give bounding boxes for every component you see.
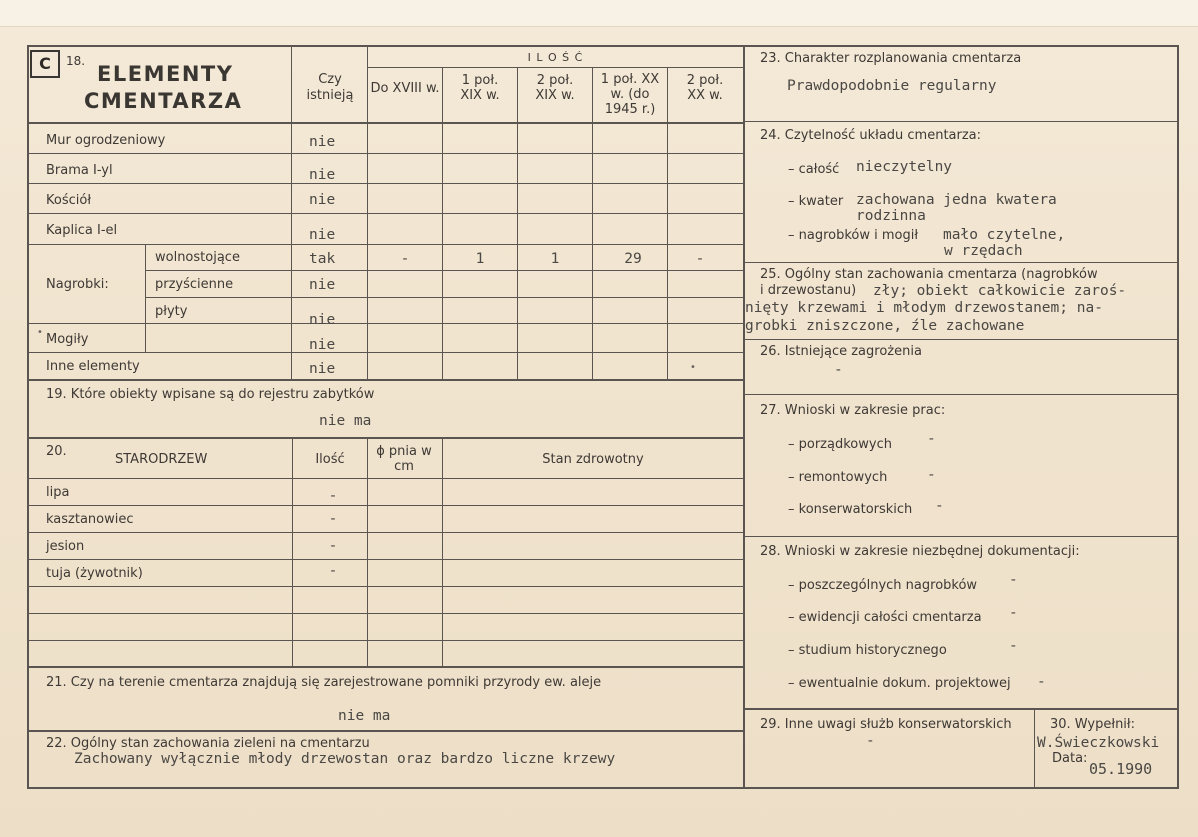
s18-title-line1: ELEMENTY bbox=[97, 62, 234, 86]
s30-name: W.Świeczkowski bbox=[1037, 735, 1160, 751]
s20-row-label: jesion bbox=[46, 539, 85, 554]
corner-code-box: C bbox=[30, 50, 60, 78]
s27-item-value: - bbox=[927, 467, 936, 483]
s28-item-label: – studium historycznego bbox=[788, 643, 947, 658]
s18-count-value: - bbox=[400, 251, 410, 267]
s24-nagrobkow-value: w rzędach bbox=[944, 243, 1023, 259]
s27-item-label: – konserwatorskich bbox=[788, 502, 913, 517]
s21-bottom bbox=[28, 730, 743, 732]
s28-label: 28. Wnioski w zakresie niezbędnej dokumentacji: bbox=[760, 544, 1080, 559]
s18-row-label: Brama I-yl bbox=[46, 163, 113, 178]
s29-label: 29. Inne uwagi służb konserwatorskich bbox=[760, 717, 1012, 732]
s19-label: 19. Które obiekty wpisane są do rejestru zabytków bbox=[46, 387, 375, 402]
s18-exists-value: nie bbox=[309, 277, 336, 293]
s28-item-value: - bbox=[1009, 605, 1018, 621]
ink-speck: • bbox=[37, 327, 43, 338]
s26-bottom bbox=[744, 394, 1177, 395]
s18-row-line bbox=[28, 352, 743, 353]
s18-col-line bbox=[517, 67, 518, 380]
s20-col-pnia-header: ϕ pnia w cm bbox=[376, 444, 432, 474]
s18-row-label: przyścienne bbox=[155, 277, 234, 292]
s18-row-label: Kościół bbox=[46, 193, 92, 208]
s20-ilosc-value: - bbox=[328, 488, 338, 504]
s24-label: 24. Czytelność układu cmentarza: bbox=[760, 128, 982, 143]
s18-row-line bbox=[28, 244, 743, 245]
s18-period-header: Do XVIII w. bbox=[370, 81, 440, 96]
right-panel-top-border bbox=[743, 45, 1179, 47]
s18-row-line bbox=[146, 297, 743, 298]
s27-bottom bbox=[744, 536, 1177, 537]
s18-row-line bbox=[28, 153, 743, 154]
s20-row-label: tuja (żywotnik) bbox=[46, 566, 143, 581]
s18-exists-value: nie bbox=[309, 312, 336, 328]
s30-date-value: 05.1990 bbox=[1089, 760, 1153, 778]
s26-value: - bbox=[834, 362, 843, 378]
s19-value: nie ma bbox=[319, 413, 372, 429]
s28-bottom bbox=[744, 708, 1177, 710]
s20-bottom bbox=[28, 666, 743, 668]
left-panel-bottom-border bbox=[27, 787, 745, 789]
s18-col-line bbox=[442, 67, 443, 380]
s20-number: 20. bbox=[46, 444, 67, 459]
s18-bottom bbox=[28, 379, 743, 381]
s25-value: grobki zniszczone, źle zachowane bbox=[745, 318, 1025, 334]
s18-exists-value: nie bbox=[309, 167, 336, 183]
s18-period-header: 2 poł. XIX w. bbox=[535, 73, 575, 103]
left-panel-top-border bbox=[27, 45, 745, 47]
s18-exists-value: nie bbox=[309, 227, 336, 243]
s20-row-line bbox=[28, 505, 743, 506]
s21-value: nie ma bbox=[338, 708, 391, 724]
s28-item-value: - bbox=[1037, 674, 1046, 690]
s28-item-value: - bbox=[1009, 572, 1018, 588]
s22-value: Zachowany wyłącznie młody drzewostan oraz bardzo liczne krzewy bbox=[74, 751, 616, 767]
s26-label: 26. Istniejące zagrożenia bbox=[760, 344, 922, 359]
s18-period-header: 2 poł. XX w. bbox=[686, 73, 724, 103]
s30-label: 30. Wypełnił: bbox=[1050, 717, 1135, 732]
s27-item-label: – remontowych bbox=[788, 470, 888, 485]
s18-ilosc-header: I L O Ś Ć bbox=[527, 51, 584, 64]
s22-label: 22. Ogólny stan zachowania zieleni na cmentarzu bbox=[46, 736, 370, 751]
s20-col-ilosc-header: Ilość bbox=[315, 452, 345, 467]
s20-ilosc-value: - bbox=[328, 538, 338, 554]
s20-row-label: lipa bbox=[46, 485, 70, 500]
card-top-fold bbox=[0, 0, 1198, 27]
right-panel-right-border bbox=[1177, 45, 1179, 789]
panel-divider bbox=[743, 45, 745, 789]
s18-period-header: 1 poł. XX w. (do 1945 r.) bbox=[600, 72, 660, 117]
s20-header-bottom bbox=[28, 478, 743, 479]
s20-col-stan-header: Stan zdrowotny bbox=[542, 452, 644, 467]
s25-value: zły; obiekt całkowicie zaroś- bbox=[873, 283, 1127, 299]
s24-kwater-value: rodzinna bbox=[856, 208, 926, 224]
s24-calosc-value: nieczytelny bbox=[856, 159, 953, 175]
s25-label: i drzewostanu) bbox=[760, 283, 857, 298]
s20-ilosc-value: - bbox=[328, 511, 338, 527]
s18-count-value: 1 bbox=[550, 251, 560, 267]
s20-row-line bbox=[28, 640, 743, 641]
s27-item-label: – porządkowych bbox=[788, 437, 892, 452]
s18-row-label: Kaplica I-el bbox=[46, 223, 118, 238]
s18-title-line2: CMENTARZA bbox=[84, 89, 243, 113]
s18-ilosc-underline bbox=[368, 67, 743, 68]
s18-exists-value: nie bbox=[309, 361, 336, 377]
s18-col-line bbox=[667, 67, 668, 380]
s18-row-label: Mogiły bbox=[46, 332, 89, 347]
s18-col-exists-header: Czy istnieją bbox=[306, 72, 354, 103]
s27-item-value: - bbox=[935, 498, 944, 514]
s24-nagrobkow-label: – nagrobków i mogił bbox=[788, 228, 919, 243]
s27-label: 27. Wnioski w zakresie prac: bbox=[760, 403, 946, 418]
s23-bottom bbox=[744, 121, 1177, 122]
s30-date-label: Data: bbox=[1052, 751, 1088, 766]
s20-row-line bbox=[28, 532, 743, 533]
s18-row-label: Inne elementy bbox=[46, 359, 140, 374]
s24-nagrobkow-value: mało czytelne, bbox=[943, 227, 1066, 243]
s18-exists-value: nie bbox=[309, 192, 336, 208]
s25-value: nięty krzewami i młodym drzewostanem; na- bbox=[745, 300, 1103, 316]
s28-item-value: - bbox=[1009, 638, 1018, 654]
s18-row-line bbox=[146, 270, 743, 271]
s20-ilosc-value: - bbox=[328, 563, 338, 579]
s18-row-line bbox=[28, 183, 743, 184]
s18-row-line bbox=[28, 213, 743, 214]
s18-nagrobki-divider bbox=[145, 245, 146, 352]
s28-item-label: – poszczególnych nagrobków bbox=[788, 578, 978, 593]
s18-nagrobki-label: Nagrobki: bbox=[46, 277, 109, 292]
ink-speck: • bbox=[690, 362, 696, 373]
s25-bottom bbox=[744, 339, 1177, 340]
s28-item-label: – ewidencji całości cmentarza bbox=[788, 610, 982, 625]
s29-s30-divider bbox=[1034, 709, 1035, 787]
s18-exists-value: tak bbox=[309, 251, 336, 267]
s20-row-line bbox=[28, 613, 743, 614]
s23-label: 23. Charakter rozplanowania cmentarza bbox=[760, 51, 1022, 66]
s24-kwater-label: – kwater bbox=[788, 194, 844, 209]
left-panel-left-border bbox=[27, 45, 29, 789]
s20-title: STARODRZEW bbox=[115, 452, 208, 467]
s24-kwater-value: zachowana jedna kwatera bbox=[856, 192, 1057, 208]
s19-bottom bbox=[28, 437, 743, 439]
s18-exists-value: nie bbox=[309, 134, 336, 150]
s25-label: 25. Ogólny stan zachowania cmentarza (nagrobków bbox=[760, 267, 1098, 282]
s18-row-label: Mur ogrodzeniowy bbox=[46, 133, 166, 148]
s18-count-value: 29 bbox=[624, 251, 642, 267]
s18-row-label: płyty bbox=[155, 304, 188, 319]
s18-count-value: - bbox=[695, 251, 705, 267]
s28-item-label: – ewentualnie dokum. projektowej bbox=[788, 676, 1011, 691]
s24-calosc-label: – całość bbox=[788, 162, 840, 177]
s18-header-bottom bbox=[28, 122, 743, 124]
s18-row-label: wolnostojące bbox=[155, 250, 240, 265]
s21-label: 21. Czy na terenie cmentarza znajdują się zarejestrowane pomniki przyrody ew. aleje bbox=[46, 675, 602, 690]
s18-number: 18. bbox=[66, 54, 86, 68]
s18-exists-value: nie bbox=[309, 337, 336, 353]
s24-bottom bbox=[744, 262, 1177, 263]
s20-row-line bbox=[28, 559, 743, 560]
s20-col-line bbox=[442, 438, 443, 666]
s18-period-header: 1 poł. XIX w. bbox=[460, 73, 500, 103]
right-panel-bottom-border bbox=[743, 787, 1179, 789]
s29-value: - bbox=[866, 733, 875, 749]
s27-item-value: - bbox=[927, 431, 936, 447]
s18-count-value: 1 bbox=[475, 251, 485, 267]
s20-row-line bbox=[28, 586, 743, 587]
s23-value: Prawdopodobnie regularny bbox=[787, 78, 997, 94]
s18-row-line bbox=[28, 323, 743, 324]
s20-row-label: kasztanowiec bbox=[46, 512, 134, 527]
